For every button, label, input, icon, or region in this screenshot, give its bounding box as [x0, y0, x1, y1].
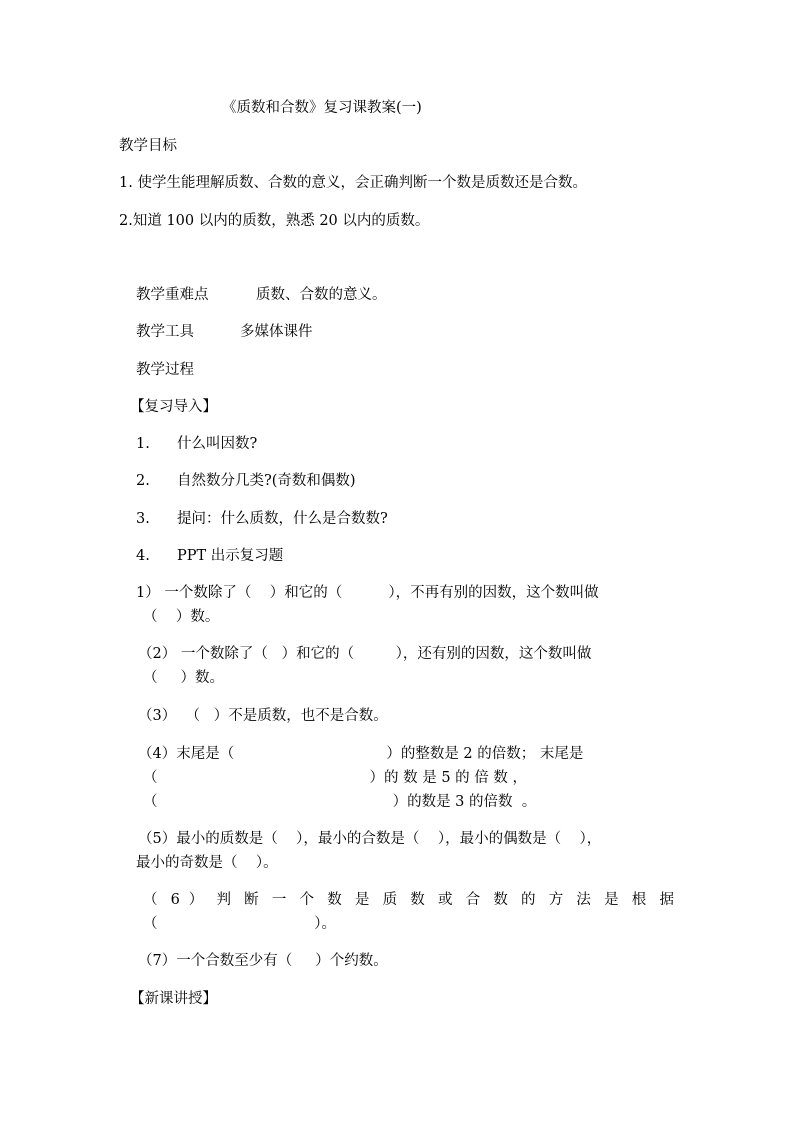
question-2-line-1: （2） 一个数除了（ ）和它的（ ），还有别的因数，这个数叫做 — [138, 646, 592, 662]
question-1-line-2: （ ）数。 — [143, 609, 220, 625]
goals-heading: 教学目标 — [119, 138, 177, 154]
tools-label: 教学工具 — [136, 324, 194, 340]
question-7: （7）一个合数至少有（ ）个约数。 — [138, 953, 388, 969]
tools-value: 多媒体课件 — [240, 324, 313, 340]
goal-item-1: 1. 使学生能理解质数、合数的意义，会正确判断一个数是质数还是合数。 — [119, 175, 587, 191]
question-5-line-2: 最小的奇数是（ ）。 — [136, 855, 278, 871]
review-item-text: PPT 出示复习题 — [177, 548, 284, 564]
document-title: 《质数和合数》复习课教案(一) — [222, 100, 422, 116]
question-6-line-1: （ 6 ） 判 断 一 个 数 是 质 数 或 合 数 的 方 法 是 根 据 — [143, 892, 674, 908]
key-points-value: 质数、合数的意义。 — [256, 287, 387, 303]
question-5-line-1: （5）最小的质数是（ ），最小的合数是（ ），最小的偶数是（ ）， — [138, 831, 602, 847]
question-4-line-1: （4）末尾是（ ）的整数是 2 的倍数； 末尾是 — [138, 746, 584, 762]
review-item-text: 什么叫因数? — [177, 436, 258, 452]
question-2-line-2: （ ）数。 — [143, 670, 225, 686]
new-lesson-heading: 【新课讲授】 — [130, 991, 217, 1007]
question-3: （3） （ ）不是质数，也不是合数。 — [138, 708, 388, 724]
review-item-number: 1. — [136, 436, 150, 452]
review-heading: 【复习导入】 — [130, 399, 217, 415]
key-points-label: 教学重难点 — [136, 287, 209, 303]
question-6-line-2: （ ）。 — [143, 916, 336, 932]
process-label: 教学过程 — [136, 362, 194, 378]
review-item-number: 2. — [136, 473, 150, 489]
question-4-line-3: （ ）的数是 3 的倍数 。 — [143, 794, 537, 810]
review-item-text: 自然数分几类?(奇数和偶数) — [177, 473, 356, 489]
question-1-line-1: 1） 一个数除了（ ）和它的（ ），不再有别的因数，这个数叫做 — [136, 585, 599, 601]
review-item-number: 3. — [136, 511, 150, 527]
review-item-number: 4. — [136, 548, 150, 564]
review-item-text: 提问：什么质数，什么是合数数? — [177, 511, 388, 527]
question-4-line-2: （ ）的 数 是 5 的 倍 数 ， — [143, 770, 528, 786]
goal-item-2: 2.知道 100 以内的质数，熟悉 20 以内的质数。 — [119, 213, 430, 229]
